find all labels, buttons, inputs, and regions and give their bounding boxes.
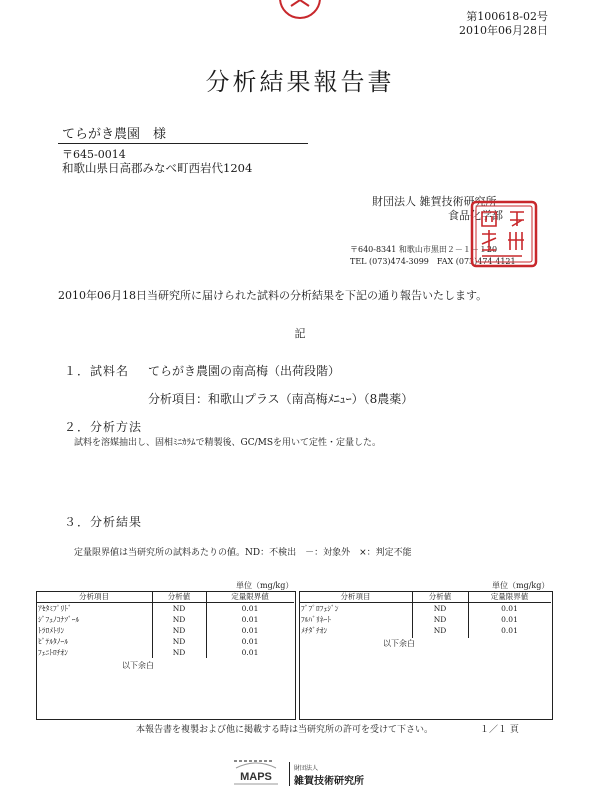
recipient-underline bbox=[58, 143, 308, 144]
ki-label: 記 bbox=[294, 327, 306, 340]
table-row bbox=[36, 603, 294, 615]
row-limit: 0.01 bbox=[241, 604, 259, 613]
report-date: 2010年06月28日 bbox=[459, 24, 548, 37]
row-item: ﾒﾁﾀﾞﾁｵﾝ bbox=[301, 626, 328, 635]
recipient-address: 和歌山県日高郡みなべ町西岩代1204 bbox=[62, 161, 253, 175]
method-text: 試料を溶媒抽出し、固相ﾐﾆｶﾗﾑで精製後、GC/MSを用いて定性・定量した。 bbox=[74, 438, 381, 448]
table-row bbox=[36, 647, 294, 658]
company-seal-icon bbox=[470, 200, 538, 268]
row-value: ND bbox=[433, 604, 447, 613]
header-analysis-item: 分析項目 bbox=[299, 591, 412, 603]
unit-label-left: 単位（mg/kg） bbox=[236, 581, 294, 590]
table-row bbox=[299, 614, 551, 625]
header-limit-value: 定量限界値 bbox=[468, 591, 551, 603]
row-value: ND bbox=[172, 626, 186, 635]
doc-number: 第100618-02号 bbox=[466, 10, 548, 23]
results-table-right bbox=[299, 591, 551, 636]
analysis-item: 分析項目：和歌山プラス（南高梅ﾒﾆｭｰ）（8農薬） bbox=[148, 392, 414, 406]
top-seal-icon bbox=[277, 0, 323, 20]
table-row bbox=[36, 614, 294, 625]
row-limit: 0.01 bbox=[501, 604, 518, 613]
row-limit: 0.01 bbox=[241, 648, 259, 657]
row-value: ND bbox=[433, 615, 447, 624]
header-analysis-value: 分析値 bbox=[152, 591, 206, 603]
row-limit: 0.01 bbox=[501, 615, 518, 624]
table-row bbox=[299, 625, 551, 636]
issuer-contact: TEL (073)474-3099 FAX (073)474-4121 bbox=[350, 257, 516, 266]
header-limit-value: 定量限界値 bbox=[206, 591, 294, 603]
row-item: ｼﾞﾌｪﾉｺﾅｿﾞｰﾙ bbox=[38, 615, 80, 624]
row-item: ﾌﾞﾌﾟﾛﾌｪｼﾞﾝ bbox=[301, 604, 339, 613]
results-table-left bbox=[36, 591, 294, 658]
maps-logo-icon bbox=[230, 756, 282, 788]
table-row bbox=[299, 603, 551, 615]
row-item: ｱｾﾀﾐﾌﾟﾘﾄﾞ bbox=[38, 604, 72, 613]
row-value: ND bbox=[172, 648, 186, 657]
logo-divider bbox=[289, 762, 290, 786]
recipient-postal: 〒645-0014 bbox=[62, 148, 126, 161]
section2-heading: ２．分析方法 bbox=[64, 420, 143, 434]
row-item: ﾌﾙﾊﾞﾘﾈｰﾄ bbox=[301, 615, 331, 624]
footer-note: 本報告書を複製および他に掲載する時は当研究所の許可を受けて下さい。 bbox=[136, 725, 434, 735]
section3-heading: ３．分析結果 bbox=[64, 515, 143, 529]
row-limit: 0.01 bbox=[241, 615, 259, 624]
recipient-name: てらがき農園 様 bbox=[62, 127, 167, 142]
sample-name: てらがき農園の南高梅（出荷段階） bbox=[148, 364, 341, 378]
logo-org-type: 財団法人 bbox=[294, 765, 319, 772]
issuer-address: 〒640-8341 和歌山市黒田２－１－１20 bbox=[350, 245, 498, 254]
row-limit: 0.01 bbox=[241, 626, 259, 635]
logo-org-name: 雑賀技術研究所 bbox=[294, 776, 364, 787]
unit-label-right: 単位（mg/kg） bbox=[492, 581, 550, 590]
issuer-dept: 食品化学部 bbox=[448, 209, 503, 222]
section1-heading: １．試料名 bbox=[64, 364, 130, 378]
intro-text: 2010年06月18日当研究所に届けられた試料の分析結果を下記の通り報告いたします。 bbox=[58, 289, 488, 302]
limit-note: 定量限界値は当研究所の試料あたりの値。ND：不検出 －：対象外 ×：判定不能 bbox=[74, 548, 412, 558]
row-item: ﾋﾞﾃﾙﾀﾉｰﾙ bbox=[38, 637, 68, 646]
remainder-blank-left: 以下余白 bbox=[122, 661, 154, 670]
issuer-org: 財団法人 雑賀技術研究所 bbox=[372, 195, 497, 208]
row-value: ND bbox=[172, 604, 186, 613]
table-header-row bbox=[36, 591, 294, 603]
page-number: １／１ 頁 bbox=[480, 725, 519, 735]
table-row bbox=[36, 636, 294, 647]
row-limit: 0.01 bbox=[241, 637, 259, 646]
doc-header bbox=[459, 10, 548, 38]
remainder-blank-right: 以下余白 bbox=[383, 639, 415, 648]
row-item: ﾌｪﾆﾄﾛﾁｵﾝ bbox=[38, 648, 68, 657]
header-analysis-item: 分析項目 bbox=[36, 591, 152, 603]
row-value: ND bbox=[433, 626, 447, 635]
table-row bbox=[36, 625, 294, 636]
svg-text:MAPS: MAPS bbox=[240, 771, 272, 783]
row-limit: 0.01 bbox=[501, 626, 518, 635]
row-value: ND bbox=[172, 637, 186, 646]
page-title: 分析結果報告書 bbox=[205, 68, 395, 96]
table-header-row bbox=[299, 591, 551, 603]
row-item: ﾄﾗﾛﾒﾄﾘﾝ bbox=[38, 626, 65, 635]
header-analysis-value: 分析値 bbox=[412, 591, 468, 603]
row-value: ND bbox=[172, 615, 186, 624]
